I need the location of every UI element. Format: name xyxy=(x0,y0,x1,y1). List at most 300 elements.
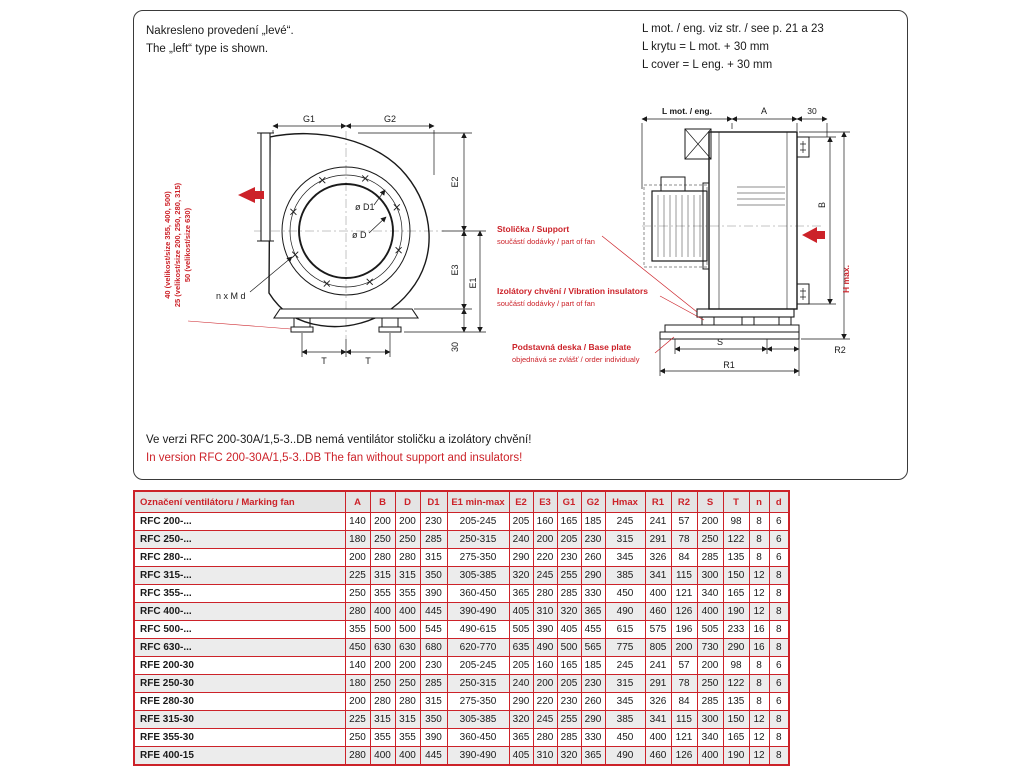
dim-label-plus30: 30 xyxy=(807,106,817,116)
table-row xyxy=(134,729,789,747)
table-row xyxy=(134,657,789,675)
dimension-value-cell: 615 xyxy=(605,621,645,639)
support-sublabel: součástí dodávky / part of fan xyxy=(497,237,595,246)
dimension-value-cell: 620-770 xyxy=(447,639,509,657)
dimension-value-cell: 775 xyxy=(605,639,645,657)
fan-model-cell: RFC 500-... xyxy=(134,621,345,639)
dimension-value-cell: 290 xyxy=(581,711,605,729)
fan-model-cell: RFC 250-... xyxy=(134,531,345,549)
dimension-value-cell: 285 xyxy=(557,729,581,747)
dimension-value-cell: 8 xyxy=(769,603,789,621)
dimension-value-cell: 8 xyxy=(749,513,769,531)
dimension-value-cell: 200 xyxy=(345,693,370,711)
dimension-value-cell: 400 xyxy=(370,603,395,621)
fan-model-cell: RFE 280-30 xyxy=(134,693,345,711)
dimension-value-cell: 205-245 xyxy=(447,657,509,675)
dimension-value-cell: 12 xyxy=(749,603,769,621)
support-label: Stolička / Support xyxy=(497,224,570,234)
insulators-sublabel: součástí dodávky / part of fan xyxy=(497,299,595,308)
dimension-value-cell: 315 xyxy=(420,549,447,567)
front-view-diagram xyxy=(142,87,494,387)
dimension-value-cell: 345 xyxy=(605,549,645,567)
dimension-value-cell: 245 xyxy=(605,657,645,675)
table-header-cell: R2 xyxy=(671,491,697,513)
dimension-value-cell: 260 xyxy=(581,693,605,711)
table-header-cell: Hmax xyxy=(605,491,645,513)
dimension-value-cell: 355 xyxy=(370,585,395,603)
table-header-cell: G2 xyxy=(581,491,605,513)
table-row xyxy=(134,711,789,729)
dimension-value-cell: 126 xyxy=(671,603,697,621)
fan-model-cell: RFC 630-... xyxy=(134,639,345,657)
dimension-value-cell: 255 xyxy=(557,711,581,729)
table-header-cell: E2 xyxy=(509,491,533,513)
dimension-value-cell: 290 xyxy=(509,549,533,567)
fan-model-cell: RFC 355-... xyxy=(134,585,345,603)
dimension-value-cell: 500 xyxy=(395,621,420,639)
front-view-drawing xyxy=(254,131,444,339)
dimension-value-cell: 8 xyxy=(769,711,789,729)
dimension-value-cell: 340 xyxy=(697,729,723,747)
dimension-value-cell: 390-490 xyxy=(447,747,509,766)
table-row xyxy=(134,549,789,567)
fan-model-cell: RFE 400-15 xyxy=(134,747,345,766)
dimension-value-cell: 490-615 xyxy=(447,621,509,639)
insulators-label: Izolátory chvění / Vibration insulators xyxy=(497,286,648,296)
dimension-value-cell: 12 xyxy=(749,711,769,729)
note-line-cz: Nakresleno provedení „levé“. xyxy=(146,25,294,37)
size-note-25: 25 (velikost/size 200, 250, 280, 315) xyxy=(173,182,182,308)
dimension-value-cell: 57 xyxy=(671,657,697,675)
dimension-value-cell: 8 xyxy=(769,585,789,603)
dimension-value-cell: 250 xyxy=(345,729,370,747)
dimension-value-cell: 165 xyxy=(557,657,581,675)
dimension-value-cell: 565 xyxy=(581,639,605,657)
baseplate-label: Podstavná deska / Base plate xyxy=(512,342,632,352)
dimension-value-cell: 326 xyxy=(645,693,671,711)
dimension-value-cell: 115 xyxy=(671,711,697,729)
flow-direction-arrow-icon xyxy=(238,187,264,203)
dimension-value-cell: 350 xyxy=(420,711,447,729)
dimension-value-cell: 285 xyxy=(420,531,447,549)
dimension-value-cell: 405 xyxy=(509,603,533,621)
table-row xyxy=(134,675,789,693)
dimension-value-cell: 196 xyxy=(671,621,697,639)
dimension-value-cell: 8 xyxy=(769,621,789,639)
dimension-value-cell: 84 xyxy=(671,549,697,567)
dimension-value-cell: 260 xyxy=(581,549,605,567)
dimension-value-cell: 330 xyxy=(581,585,605,603)
dimension-value-cell: 180 xyxy=(345,675,370,693)
dimension-value-cell: 220 xyxy=(533,693,557,711)
dimension-value-cell: 245 xyxy=(533,567,557,585)
fan-model-cell: RFE 315-30 xyxy=(134,711,345,729)
table-header-cell: E1 min-max xyxy=(447,491,509,513)
table-row xyxy=(134,621,789,639)
dimension-value-cell: 450 xyxy=(345,639,370,657)
fan-model-cell: RFC 200-... xyxy=(134,513,345,531)
dimension-value-cell: 355 xyxy=(395,729,420,747)
dimension-value-cell: 205 xyxy=(557,531,581,549)
dimension-value-cell: 320 xyxy=(509,711,533,729)
dimension-value-cell: 400 xyxy=(645,729,671,747)
dim-label-e3: E3 xyxy=(450,264,460,276)
dimension-value-cell: 185 xyxy=(581,657,605,675)
table-row xyxy=(134,585,789,603)
fan-model-cell: RFE 200-30 xyxy=(134,657,345,675)
dimension-value-cell: 180 xyxy=(345,531,370,549)
table-header-cell: R1 xyxy=(645,491,671,513)
table-row xyxy=(134,531,789,549)
dimension-value-cell: 300 xyxy=(697,567,723,585)
dimension-value-cell: 78 xyxy=(671,675,697,693)
table-row xyxy=(134,603,789,621)
dimension-value-cell: 8 xyxy=(769,729,789,747)
dimension-value-cell: 450 xyxy=(605,729,645,747)
dim-label-t-right: T xyxy=(365,356,371,366)
dimension-value-cell: 241 xyxy=(645,513,671,531)
dimension-value-cell: 290 xyxy=(723,639,749,657)
dimension-value-cell: 400 xyxy=(395,747,420,766)
dimension-value-cell: 200 xyxy=(370,657,395,675)
dimension-value-cell: 250 xyxy=(370,675,395,693)
dimension-value-cell: 280 xyxy=(533,585,557,603)
version-note-en: In version RFC 200-30A/1,5-3..DB The fan without support and insulators! xyxy=(146,452,523,465)
dimension-value-cell: 365 xyxy=(581,747,605,766)
dimension-value-cell: 8 xyxy=(749,693,769,711)
side-view-drawing xyxy=(642,129,824,339)
dimension-value-cell: 390 xyxy=(533,621,557,639)
dimension-value-cell: 8 xyxy=(749,549,769,567)
dimension-value-cell: 365 xyxy=(581,603,605,621)
dimension-value-cell: 205 xyxy=(509,657,533,675)
table-row xyxy=(134,513,789,531)
dimension-value-cell: 290 xyxy=(509,693,533,711)
dim-label-d: ø D xyxy=(352,230,367,240)
dimension-value-cell: 160 xyxy=(533,513,557,531)
dimension-value-cell: 225 xyxy=(345,711,370,729)
dimension-value-cell: 280 xyxy=(370,549,395,567)
dimension-value-cell: 200 xyxy=(533,675,557,693)
dimension-value-cell: 341 xyxy=(645,711,671,729)
dim-label-d1: ø D1 xyxy=(355,202,375,212)
table-body xyxy=(134,513,789,766)
table-header-cell: d xyxy=(769,491,789,513)
drawing-panel xyxy=(133,10,908,480)
dimension-value-cell: 16 xyxy=(749,639,769,657)
dimension-value-cell: 240 xyxy=(509,675,533,693)
dimensions-table xyxy=(133,490,790,766)
dimension-value-cell: 305-385 xyxy=(447,711,509,729)
dimension-value-cell: 6 xyxy=(769,675,789,693)
dimension-value-cell: 240 xyxy=(509,531,533,549)
dimension-value-cell: 16 xyxy=(749,621,769,639)
dimension-value-cell: 400 xyxy=(395,603,420,621)
dimension-value-cell: 390-490 xyxy=(447,603,509,621)
table-row xyxy=(134,747,789,766)
dimension-value-cell: 285 xyxy=(557,585,581,603)
dimension-value-cell: 355 xyxy=(370,729,395,747)
dim-label-g2: G2 xyxy=(383,114,397,124)
dimension-value-cell: 445 xyxy=(420,747,447,766)
dimension-value-cell: 200 xyxy=(533,531,557,549)
table-header-cell: D1 xyxy=(420,491,447,513)
dimension-value-cell: 730 xyxy=(697,639,723,657)
dimension-value-cell: 280 xyxy=(345,747,370,766)
dim-label-t-left: T xyxy=(321,356,327,366)
dimension-value-cell: 150 xyxy=(723,567,749,585)
dimension-value-cell: 200 xyxy=(697,657,723,675)
table-header-row xyxy=(134,491,789,513)
fan-model-cell: RFC 400-... xyxy=(134,603,345,621)
dimension-value-cell: 121 xyxy=(671,729,697,747)
dimension-value-cell: 8 xyxy=(769,567,789,585)
dimension-value-cell: 305-385 xyxy=(447,567,509,585)
table-header-cell: A xyxy=(345,491,370,513)
dim-label-s: S xyxy=(716,337,724,347)
dimension-value-cell: 12 xyxy=(749,567,769,585)
flow-direction-arrow-icon xyxy=(802,227,825,243)
table-header-cell: E3 xyxy=(533,491,557,513)
dimension-value-cell: 400 xyxy=(645,585,671,603)
dimension-value-cell: 84 xyxy=(671,693,697,711)
dimension-value-cell: 310 xyxy=(533,603,557,621)
dimension-value-cell: 230 xyxy=(581,675,605,693)
fan-model-cell: RFE 250-30 xyxy=(134,675,345,693)
dimension-value-cell: 340 xyxy=(697,585,723,603)
dimension-value-cell: 12 xyxy=(749,729,769,747)
side-view-diagram xyxy=(492,87,897,387)
dimension-value-cell: 135 xyxy=(723,549,749,567)
length-reference-note xyxy=(642,21,824,74)
size-note-50: 50 (velikost/size 630) xyxy=(183,207,192,283)
table-header-cell: B xyxy=(370,491,395,513)
dimension-value-cell: 135 xyxy=(723,693,749,711)
dimension-value-cell: 165 xyxy=(557,513,581,531)
dimension-value-cell: 78 xyxy=(671,531,697,549)
dimension-value-cell: 350 xyxy=(420,567,447,585)
table-header-cell: G1 xyxy=(557,491,581,513)
dimension-value-cell: 360-450 xyxy=(447,729,509,747)
dimension-value-cell: 280 xyxy=(370,693,395,711)
dimension-value-cell: 6 xyxy=(769,657,789,675)
dimension-value-cell: 500 xyxy=(557,639,581,657)
dimension-value-cell: 115 xyxy=(671,567,697,585)
dimension-value-cell: 490 xyxy=(605,747,645,766)
dimension-value-cell: 285 xyxy=(697,549,723,567)
dimension-value-cell: 126 xyxy=(671,747,697,766)
dimension-value-cell: 12 xyxy=(749,585,769,603)
front-view-dimensions xyxy=(250,126,486,357)
dimension-value-cell: 250-315 xyxy=(447,531,509,549)
dim-label-e1: E1 xyxy=(468,277,478,289)
table-row xyxy=(134,693,789,711)
dimension-value-cell: 250 xyxy=(370,531,395,549)
dimension-value-cell: 205 xyxy=(557,675,581,693)
dimension-value-cell: 390 xyxy=(420,729,447,747)
dimension-value-cell: 241 xyxy=(645,657,671,675)
dimension-value-cell: 8 xyxy=(769,639,789,657)
dimension-value-cell: 315 xyxy=(605,675,645,693)
dimension-value-cell: 285 xyxy=(697,693,723,711)
dimension-value-cell: 140 xyxy=(345,657,370,675)
dimension-value-cell: 245 xyxy=(533,711,557,729)
table-header-cell: T xyxy=(723,491,749,513)
dimension-value-cell: 315 xyxy=(370,567,395,585)
dimension-value-cell: 545 xyxy=(420,621,447,639)
note-line-lcover: L cover = L eng. + 30 mm xyxy=(642,58,773,71)
dimension-value-cell: 140 xyxy=(345,513,370,531)
dimension-value-cell: 315 xyxy=(420,693,447,711)
dim-label-hmax: H max. xyxy=(841,265,851,293)
size-note-40: 40 (velikost/size 355, 400, 500) xyxy=(163,191,172,299)
dimension-value-cell: 291 xyxy=(645,531,671,549)
dimension-value-cell: 245 xyxy=(605,513,645,531)
table-row xyxy=(134,567,789,585)
dimension-value-cell: 630 xyxy=(395,639,420,657)
dimension-value-cell: 6 xyxy=(769,513,789,531)
table-header-cell: n xyxy=(749,491,769,513)
table-header-cell: Označení ventilátoru / Marking fan xyxy=(134,491,345,513)
table-row xyxy=(134,639,789,657)
version-exception-note xyxy=(146,431,531,468)
dimension-value-cell: 805 xyxy=(645,639,671,657)
dimension-value-cell: 200 xyxy=(395,657,420,675)
dimension-value-cell: 190 xyxy=(723,603,749,621)
dim-label-b: B xyxy=(817,201,827,209)
dimension-value-cell: 365 xyxy=(509,585,533,603)
dimension-value-cell: 455 xyxy=(581,621,605,639)
dimension-value-cell: 200 xyxy=(671,639,697,657)
dim-label-r1: R1 xyxy=(723,360,735,370)
dimension-value-cell: 630 xyxy=(370,639,395,657)
table-header-cell: S xyxy=(697,491,723,513)
dimension-value-cell: 200 xyxy=(395,513,420,531)
dimension-value-cell: 385 xyxy=(605,711,645,729)
dimension-value-cell: 320 xyxy=(557,747,581,766)
dimension-value-cell: 285 xyxy=(420,675,447,693)
dimension-value-cell: 250 xyxy=(395,675,420,693)
note-line-lkrytu: L krytu = L mot. + 30 mm xyxy=(642,40,769,53)
dimension-value-cell: 320 xyxy=(557,603,581,621)
dimension-value-cell: 250 xyxy=(395,531,420,549)
dimension-value-cell: 290 xyxy=(581,567,605,585)
dimension-value-cell: 315 xyxy=(370,711,395,729)
dimension-value-cell: 98 xyxy=(723,513,749,531)
dimension-value-cell: 490 xyxy=(533,639,557,657)
dimension-value-cell: 310 xyxy=(533,747,557,766)
dimension-value-cell: 280 xyxy=(533,729,557,747)
dimension-value-cell: 490 xyxy=(605,603,645,621)
dimension-value-cell: 8 xyxy=(769,747,789,766)
dimension-value-cell: 315 xyxy=(605,531,645,549)
dimension-value-cell: 280 xyxy=(395,549,420,567)
dimension-value-cell: 390 xyxy=(420,585,447,603)
dim-label-a: A xyxy=(760,106,768,116)
dimension-value-cell: 320 xyxy=(509,567,533,585)
dimension-value-cell: 330 xyxy=(581,729,605,747)
dimension-value-cell: 445 xyxy=(420,603,447,621)
dimension-value-cell: 205-245 xyxy=(447,513,509,531)
dimension-value-cell: 250 xyxy=(697,675,723,693)
dimension-value-cell: 185 xyxy=(581,513,605,531)
dimension-value-cell: 291 xyxy=(645,675,671,693)
dimension-value-cell: 360-450 xyxy=(447,585,509,603)
dimension-value-cell: 150 xyxy=(723,711,749,729)
dimension-value-cell: 505 xyxy=(509,621,533,639)
table-header-cell: D xyxy=(395,491,420,513)
dimension-value-cell: 200 xyxy=(697,513,723,531)
dimension-value-cell: 345 xyxy=(605,693,645,711)
dimension-value-cell: 460 xyxy=(645,603,671,621)
dimension-value-cell: 122 xyxy=(723,675,749,693)
dimension-value-cell: 355 xyxy=(395,585,420,603)
dimension-value-cell: 275-350 xyxy=(447,549,509,567)
dim-label-r2: R2 xyxy=(834,345,846,355)
dimension-value-cell: 300 xyxy=(697,711,723,729)
dimension-value-cell: 280 xyxy=(345,603,370,621)
dimension-value-cell: 680 xyxy=(420,639,447,657)
dimension-value-cell: 575 xyxy=(645,621,671,639)
dimension-value-cell: 341 xyxy=(645,567,671,585)
dimension-value-cell: 400 xyxy=(697,603,723,621)
dimension-value-cell: 6 xyxy=(769,531,789,549)
fan-model-cell: RFE 355-30 xyxy=(134,729,345,747)
dimension-value-cell: 400 xyxy=(697,747,723,766)
dimension-value-cell: 200 xyxy=(345,549,370,567)
dimension-value-cell: 255 xyxy=(557,567,581,585)
dimension-value-cell: 165 xyxy=(723,729,749,747)
dimension-value-cell: 355 xyxy=(345,621,370,639)
dimension-value-cell: 122 xyxy=(723,531,749,549)
dimension-value-cell: 98 xyxy=(723,657,749,675)
dimension-value-cell: 6 xyxy=(769,693,789,711)
dimension-value-cell: 450 xyxy=(605,585,645,603)
dim-label-nxmd: n x M d xyxy=(216,291,246,301)
dimension-value-cell: 250 xyxy=(697,531,723,549)
dimension-value-cell: 230 xyxy=(557,549,581,567)
dimension-value-cell: 405 xyxy=(509,747,533,766)
dimension-value-cell: 365 xyxy=(509,729,533,747)
dim-label-foot-height: 30 xyxy=(450,341,460,353)
dimension-value-cell: 405 xyxy=(557,621,581,639)
dimension-value-cell: 200 xyxy=(370,513,395,531)
dimension-value-cell: 8 xyxy=(749,531,769,549)
dimension-value-cell: 190 xyxy=(723,747,749,766)
dimension-value-cell: 121 xyxy=(671,585,697,603)
dimension-value-cell: 230 xyxy=(420,513,447,531)
component-annotations xyxy=(497,224,704,364)
dim-label-g1: G1 xyxy=(302,114,316,124)
dimension-value-cell: 230 xyxy=(420,657,447,675)
dimension-value-cell: 385 xyxy=(605,567,645,585)
foot-height-size-notes xyxy=(163,182,291,329)
version-note-cz: Ve verzi RFC 200-30A/1,5-3..DB nemá ventilátor stoličku a izolátory chvění! xyxy=(146,434,532,446)
fan-model-cell: RFC 315-... xyxy=(134,567,345,585)
dimension-value-cell: 205 xyxy=(509,513,533,531)
dimension-value-cell: 220 xyxy=(533,549,557,567)
dimension-value-cell: 233 xyxy=(723,621,749,639)
dimension-value-cell: 250 xyxy=(345,585,370,603)
note-line-lref: L mot. / eng. viz str. / see p. 21 a 23 xyxy=(642,23,824,35)
dimension-value-cell: 280 xyxy=(395,693,420,711)
dimension-value-cell: 12 xyxy=(749,747,769,766)
dimension-value-cell: 315 xyxy=(395,567,420,585)
dimension-value-cell: 500 xyxy=(370,621,395,639)
dimension-value-cell: 165 xyxy=(723,585,749,603)
dimension-value-cell: 505 xyxy=(697,621,723,639)
dimension-value-cell: 326 xyxy=(645,549,671,567)
